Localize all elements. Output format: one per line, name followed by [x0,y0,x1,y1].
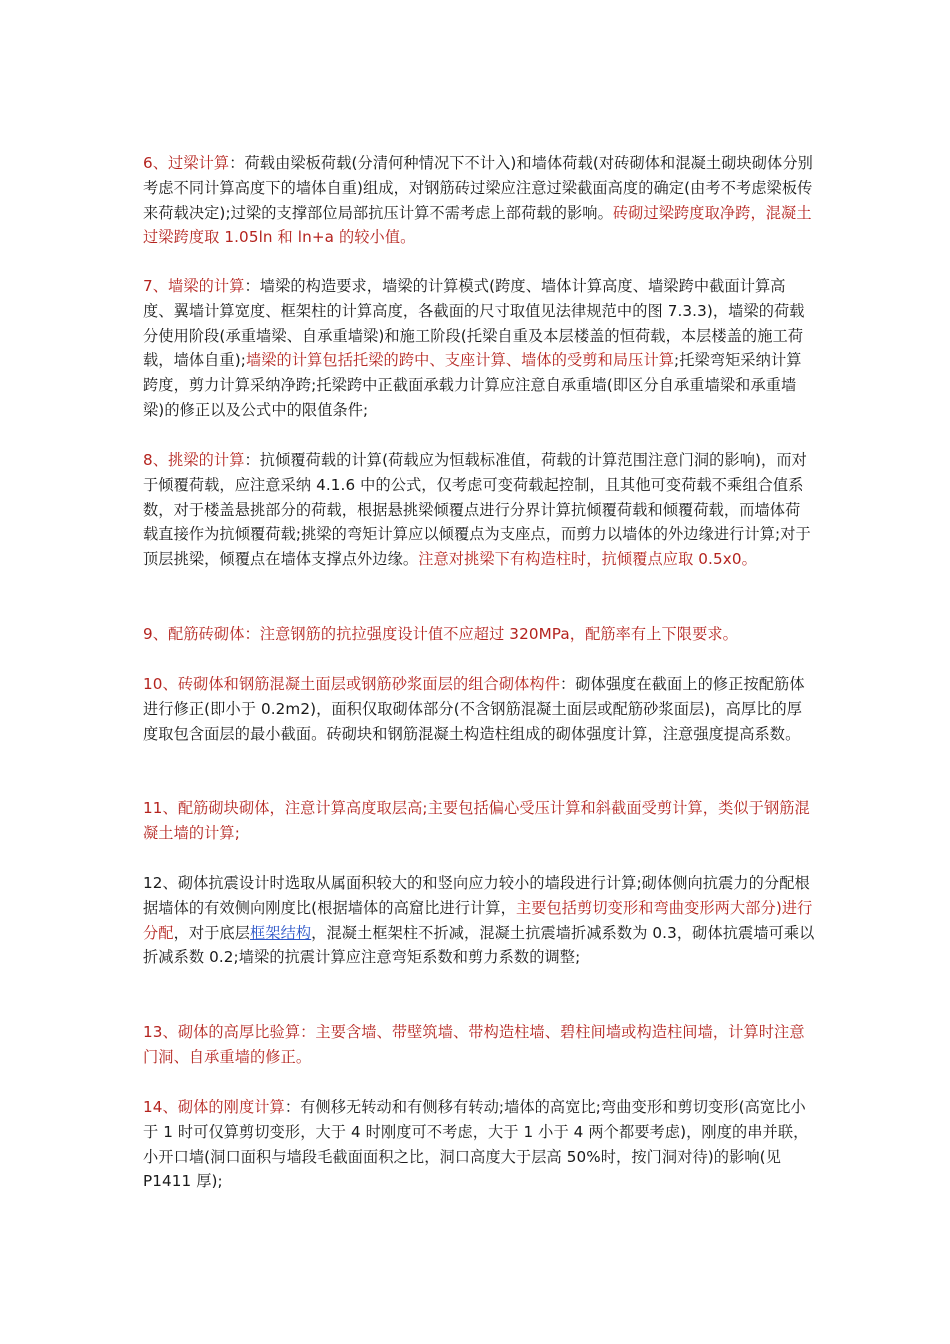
paragraph-6-lintel-calculation [143,151,815,250]
paragraph-8-highlight: 注意对挑梁下有构造柱时，抗倾覆点应取 0.5x0。 [418,550,757,569]
paragraph-11-text: 11、配筋砌块砌体，注意计算高度取层高;主要包括偏心受压计算和斜截面受剪计算，类似于钢筋混凝土墙的计算; [143,799,810,842]
paragraph-7-highlight: 墙梁的计算包括托梁的跨中、支座计算、墙体的受剪和局压计算 [245,351,675,370]
heading-14: 14、砌体的刚度计算 [143,1098,285,1116]
paragraph-12-highlight: 主要包括剪切变形和弯曲变形两大部分)进行分配 [143,898,813,942]
paragraph-14-body: ：有侧移无转动和有侧移有转动;墙体的高宽比;弯曲变形和剪切变形(高宽比小于 1 时可仅算剪切变形，大于 4 时刚度可不考虑，大于 1 小于 4 两个都要考虑)，刚度的串并联，小开口墙(洞口面积与墙段毛截面面积之比，洞口高度大于层高 50%时，按门洞对待)的影响(见 P1411 厚); [143,1098,809,1191]
heading-10: 10、砖砌体和钢筋混凝土面层或钢筋砂浆面层的组合砌体构件 [143,675,561,693]
paragraph-8-cantilever-beam-calculation [143,448,815,572]
paragraph-14-stiffness-calculation [143,1095,815,1194]
paragraph-6-body: ：荷载由梁板荷载(分清何种情况下不计入)和墙体荷载(对砖砌体和混凝土砌块砌体分别考虑不同计算高度下的墙体自重)组成，对钢筋砖过梁应注意过梁截面高度的确定(由考不考虑梁板传来荷载决定);过梁的支撑部位局部抗压计算不需考虑上部荷载的影响。 [143,154,813,222]
paragraph-9-text: 9、配筋砖砌体：注意钢筋的抗拉强度设计值不应超过 320MPa，配筋率有上下限要求。 [143,625,738,643]
paragraph-12-body-end: ，混凝土框架柱不折减，混凝土抗震墙折减系数为 0.3，砌体抗震墙可乘以折减系数 0.2;墙梁的抗震计算应注意弯矩系数和剪力系数的调整; [143,923,815,967]
heading-7: 7、墙梁的计算 [143,277,245,295]
paragraph-10-composite-masonry [143,672,815,746]
paragraph-12-seismic-design [143,871,815,970]
paragraph-8-body: ：抗倾覆荷载的计算(荷载应为恒载标准值，荷载的计算范围注意门洞的影响)，而对于倾覆荷载，应注意采纳 4.1.6 中的公式，仅考虑可变荷载起控制，且其他可变荷载不乘组合值系数，对于楼盖悬挑部分的荷载，根据悬挑梁倾覆点进行分界计算抗倾覆荷载和倾覆荷载，而墙体荷载直接作为抗倾覆荷载;挑梁的弯矩计算应以倾覆点为支座点，而剪力以墙体的外边缘进行计算;对于顶层挑梁，倾覆点在墙体支撑点外边缘。 [143,451,811,569]
paragraph-12-body-mid: ，对于底层 [173,923,251,942]
paragraph-6-highlight: 砖砌过梁跨度取净跨，混凝土过梁跨度取 1.05ln 和 ln+a 的较小值。 [143,203,812,247]
paragraph-13-height-thickness-ratio [143,1020,815,1070]
paragraph-13-text: 13、砌体的高厚比验算：主要含墙、带壁筑墙、带构造柱墙、碧柱间墙或构造柱间墙，计算时注意门洞、自承重墙的修正。 [143,1023,805,1066]
paragraph-12-body: 12、砌体抗震设计时选取从属面积较大的和竖向应力较小的墙段进行计算;砌体侧向抗震力的分配根据墙体的有效侧向刚度比(根据墙体的高窟比进行计算， [143,874,810,917]
paragraph-10-body: ：砌体强度在截面上的修正按配筋体进行修正(即小于 0.2m2)，面积仅取砌体部分(不含钢筋混凝土面层或配筋砂浆面层)，高厚比的厚度取包含面层的最小截面。砖砌块和钢筋混凝土构造柱组成的砌体强度计算，注意强度提高系数。 [143,675,805,743]
paragraph-9-reinforced-brick-masonry [143,622,815,647]
paragraph-7-wall-beam-calculation [143,274,815,423]
paragraph-11-reinforced-block-masonry [143,796,815,846]
paragraph-7-body: ：墙梁的构造要求，墙梁的计算模式(跨度、墙体计算高度、墙梁跨中截面计算高度、翼墙计算宽度、框架柱的计算高度，各截面的尺寸取值见法律规范中的图 7.3.3)，墙梁的荷载分使用阶段(承重墙梁、自承重墙梁)和施工阶段(托梁自重及本层楼盖的恒荷载，本层楼盖的施工荷载，墙体自重); [143,277,805,370]
heading-6: 6、过梁计算 [143,154,230,172]
heading-8: 8、挑梁的计算 [143,451,245,469]
paragraph-7-body-end: ;托梁弯矩采纳计算跨度，剪力计算采纳净跨;托梁跨中正截面承载力计算应注意自承重墙(即区分自承重墙梁和承重墙梁)的修正以及公式中的限值条件; [143,351,802,419]
frame-structure-link[interactable]: 框架结构 [250,923,312,942]
